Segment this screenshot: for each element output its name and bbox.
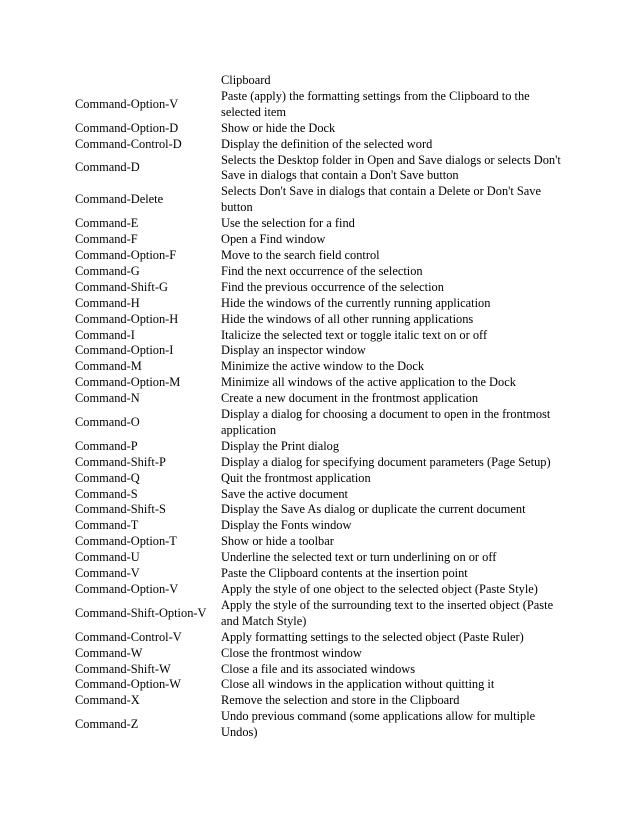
shortcut-description: Move to the search field control	[221, 247, 380, 262]
shortcut-key: Command-Option-F	[75, 247, 177, 262]
table-row	[75, 630, 565, 646]
table-row	[75, 137, 565, 153]
shortcut-key: Command-Option-W	[75, 677, 181, 692]
shortcut-description: Find the previous occurrence of the selection	[221, 279, 444, 294]
shortcut-key: Command-I	[75, 327, 135, 342]
table-row	[75, 550, 565, 566]
table-row	[75, 391, 565, 407]
shortcut-description: Hide the windows of the currently running application	[221, 295, 491, 310]
table-row	[75, 232, 565, 248]
shortcut-key: Command-W	[75, 645, 143, 660]
shortcut-description: Minimize the active window to the Dock	[221, 359, 425, 374]
table-row	[75, 407, 565, 439]
table-row	[75, 502, 565, 518]
table-row	[75, 487, 565, 503]
shortcut-description: Remove the selection and store in the Clipboard	[221, 693, 460, 708]
shortcut-description: Display a dialog for specifying document parameters (Page Setup)	[221, 454, 551, 469]
shortcut-description: Display an inspector window	[221, 343, 366, 358]
shortcut-key: Command-M	[75, 359, 142, 374]
shortcut-key: Command-Shift-W	[75, 661, 171, 676]
shortcut-description: Paste the Clipboard contents at the insertion point	[221, 566, 468, 581]
shortcut-key: Command-V	[75, 566, 140, 581]
shortcut-description: Selects the Desktop folder in Open and Save dialogs or selects Don't Save in dialogs that contain a Don't Save button	[221, 152, 561, 183]
table-row	[75, 121, 565, 137]
shortcut-description: Find the next occurrence of the selection	[221, 263, 423, 278]
shortcut-key: Command-Shift-P	[75, 454, 166, 469]
document-page	[75, 73, 565, 741]
table-row	[75, 646, 565, 662]
shortcut-description: Close all windows in the application without quitting it	[221, 677, 495, 692]
shortcut-key: Command-Q	[75, 470, 140, 485]
table-row	[75, 471, 565, 487]
shortcut-key: Command-N	[75, 391, 140, 406]
shortcut-key: Command-O	[75, 414, 140, 429]
table-row	[75, 566, 565, 582]
shortcut-key: Command-X	[75, 693, 140, 708]
shortcut-key: Command-D	[75, 160, 140, 175]
shortcut-description: Apply formatting settings to the selected object (Paste Ruler)	[221, 629, 524, 644]
table-row	[75, 534, 565, 550]
shortcut-key: Command-Control-D	[75, 136, 182, 151]
shortcut-key: Command-Shift-Option-V	[75, 605, 207, 620]
shortcut-key-empty	[75, 73, 221, 89]
shortcut-key: Command-Option-H	[75, 311, 179, 326]
table-row	[75, 677, 565, 693]
shortcut-key: Command-Shift-G	[75, 279, 168, 294]
shortcut-key: Command-Option-T	[75, 534, 177, 549]
shortcut-key: Command-Shift-S	[75, 502, 166, 517]
shortcut-description: Minimize all windows of the active application to the Dock	[221, 375, 516, 390]
shortcut-key: Command-H	[75, 295, 140, 310]
shortcut-description: Italicize the selected text or toggle italic text on or off	[221, 327, 488, 342]
shortcut-key: Command-F	[75, 232, 138, 247]
table-row	[75, 343, 565, 359]
shortcut-description: Display the Save As dialog or duplicate the current document	[221, 502, 526, 517]
table-row	[75, 662, 565, 678]
shortcut-key: Command-E	[75, 216, 139, 231]
table-row	[75, 264, 565, 280]
table-row	[75, 312, 565, 328]
shortcut-description: Display a dialog for choosing a document to open in the frontmost application	[221, 407, 551, 437]
shortcut-description: Hide the windows of all other running applications	[221, 311, 474, 326]
table-row	[75, 216, 565, 232]
table-row	[75, 280, 565, 296]
shortcut-description: Close the frontmost window	[221, 645, 362, 660]
shortcut-description: Quit the frontmost application	[221, 470, 371, 485]
shortcut-table	[75, 73, 565, 741]
shortcut-description: Undo previous command (some applications allow for multiple Undos)	[221, 709, 536, 740]
table-row	[75, 518, 565, 534]
shortcut-key: Command-Delete	[75, 192, 164, 207]
shortcut-key: Command-Control-V	[75, 629, 182, 644]
shortcut-description: Save the active document	[221, 486, 348, 501]
shortcut-description: Selects Don't Save in dialogs that contain a Delete or Don't Save button	[221, 184, 542, 215]
shortcut-key: Command-U	[75, 550, 140, 565]
table-row	[75, 598, 565, 630]
shortcut-key: Command-T	[75, 518, 139, 533]
shortcut-key: Command-Option-V	[75, 96, 179, 111]
table-row	[75, 248, 565, 264]
shortcut-key: Command-S	[75, 486, 138, 501]
shortcut-description: Paste (apply) the formatting settings from the Clipboard to the selected item	[221, 88, 530, 119]
shortcut-description: Use the selection for a find	[221, 216, 355, 231]
shortcut-description: Underline the selected text or turn underlining on or off	[221, 550, 497, 565]
shortcut-key: Command-Z	[75, 717, 139, 732]
shortcut-description: Show or hide the Dock	[221, 120, 336, 135]
shortcut-description: Apply the style of one object to the selected object (Paste Style)	[221, 582, 538, 596]
table-row	[75, 89, 565, 121]
shortcut-key: Command-P	[75, 438, 138, 453]
shortcut-description: Open a Find window	[221, 232, 326, 247]
table-row	[75, 184, 565, 216]
shortcut-description: Create a new document in the frontmost application	[221, 391, 479, 406]
table-row	[75, 153, 565, 185]
shortcut-key: Command-Option-I	[75, 343, 174, 358]
table-row	[75, 582, 565, 598]
table-row	[75, 693, 565, 709]
shortcut-description: Show or hide a toolbar	[221, 534, 334, 549]
shortcut-key: Command-Option-M	[75, 375, 181, 390]
table-row	[75, 455, 565, 471]
shortcut-description: Apply the style of the surrounding text to the inserted object (Paste and Match Style)	[221, 597, 554, 628]
shortcut-description: Close a file and its associated windows	[221, 661, 416, 676]
shortcut-key: Command-Option-V	[75, 582, 179, 596]
table-row	[75, 328, 565, 344]
table-row	[75, 375, 565, 391]
table-row	[75, 359, 565, 375]
shortcut-description: Display the Fonts window	[221, 518, 352, 533]
shortcut-description: Clipboard	[221, 73, 271, 87]
shortcut-description: Display the Print dialog	[221, 438, 340, 453]
shortcut-description: Display the definition of the selected word	[221, 136, 433, 151]
table-row	[75, 296, 565, 312]
table-row	[75, 709, 565, 741]
shortcut-key: Command-Option-D	[75, 120, 179, 135]
shortcut-key: Command-G	[75, 263, 140, 278]
table-row	[75, 439, 565, 455]
table-row-continuation	[75, 73, 565, 89]
